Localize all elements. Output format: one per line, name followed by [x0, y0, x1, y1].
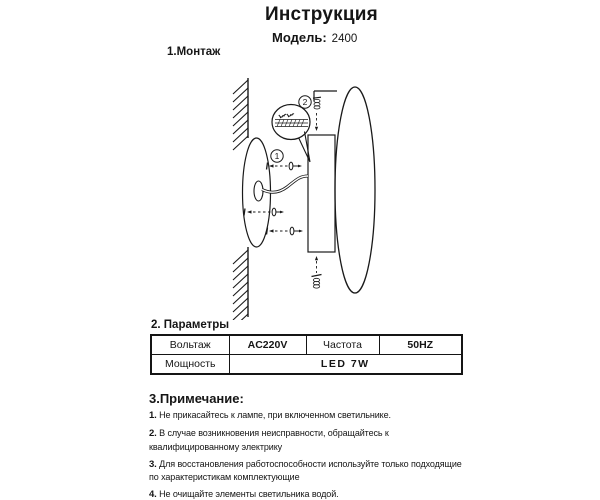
param-value-voltage: AC220V	[229, 335, 306, 355]
section-montage-heading: 1.Монтаж	[167, 46, 221, 58]
param-label-voltage: Вольтаж	[151, 335, 229, 355]
model-value: 2400	[331, 33, 358, 45]
wall-icon	[233, 78, 248, 320]
machine-screw-bottom-icon	[312, 256, 322, 288]
notes-list	[149, 409, 473, 500]
callout-label-1	[271, 150, 283, 162]
mounting-bracket	[308, 135, 335, 252]
page-title: Инструкция	[265, 4, 378, 25]
note-item-4: 4. Не очищайте элементы светильника водой.	[149, 489, 339, 500]
param-value-power: LED 7W	[229, 355, 462, 375]
svg-text:2: 2	[302, 97, 308, 107]
note-item-1: 1. Не прикасайтесь к лампе, при включенном светильнике.	[149, 410, 391, 421]
note-item-3: 3. Для восстановления работоспособности используйте только подходящие по характеристикам комплектующие	[149, 458, 462, 482]
installation-diagram	[225, 70, 415, 320]
screw-icon-c	[267, 227, 304, 235]
note-item-2: 2. В случае возникновения неисправности, обращайтесь к квалифицированному электрику	[149, 428, 389, 452]
model-label: Модель:	[272, 30, 327, 45]
param-value-frequency: 50HZ	[379, 335, 462, 355]
wire-icon	[262, 176, 308, 192]
screw-icon-a	[267, 162, 303, 170]
lamp-shade	[335, 87, 375, 293]
table-row	[151, 355, 462, 375]
section-notes-heading: 3.Примечание:	[149, 391, 244, 406]
param-label-frequency: Частота	[306, 335, 379, 355]
machine-screw-top-icon	[313, 97, 321, 131]
section-params-heading: 2. Параметры	[151, 319, 230, 331]
params-table	[150, 334, 463, 375]
bracket-detail-icon	[275, 114, 308, 127]
svg-text:1: 1	[274, 151, 280, 161]
screw-icon-b	[244, 208, 284, 216]
bracket-corner-line	[314, 91, 337, 102]
table-row	[151, 335, 462, 355]
param-label-power: Мощность	[151, 355, 229, 375]
model-line	[272, 30, 357, 45]
callout-label-2	[299, 96, 311, 108]
